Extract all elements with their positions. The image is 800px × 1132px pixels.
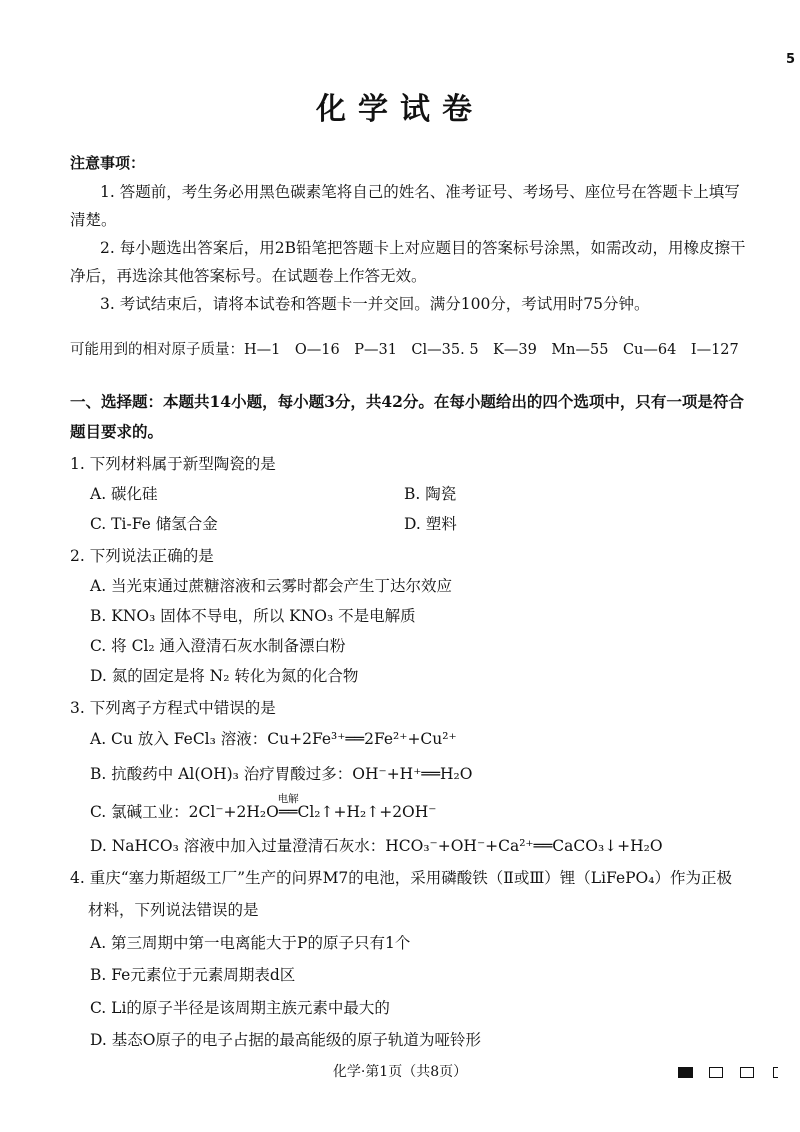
q3-stem: 3. 下列离子方程式中错误的是: [70, 699, 276, 717]
q4-stem-line-1: 4. 重庆“塞力斯超级工厂”生产的问界M7的电池，采用磷酸铁（Ⅱ或Ⅲ）锂（LiFePO₄）作为正极: [70, 869, 732, 887]
alignment-mark-empty: [709, 1067, 723, 1078]
q1-option-a: A. 碳化硅: [90, 485, 158, 503]
q3-option-c-products: Cl₂↑+H₂↑+2OH⁻: [297, 803, 437, 821]
q2-option-b: B. KNO₃ 固体不导电，所以 KNO₃ 不是电解质: [90, 607, 416, 625]
q3-option-a: A. Cu 放入 FeCl₃ 溶液：Cu+2Fe³⁺══2Fe²⁺+Cu²⁺: [90, 730, 457, 748]
notice-item-2-line-1: 2. 每小题选出答案后，用2B铅笔把答题卡上对应题目的答案标号涂黑，如需改动，用橡皮擦干: [100, 239, 746, 257]
electrolysis-condition: 电解: [277, 793, 299, 805]
q4-option-b: B. Fe元素位于元素周期表d区: [90, 966, 296, 984]
alignment-mark-partial: [773, 1067, 778, 1078]
q4-option-d: D. 基态O原子的电子占据的最高能级的原子轨道为哑铃形: [90, 1031, 481, 1049]
page-number: 5: [786, 52, 796, 67]
q3-option-d: D. NaHCO₃ 溶液中加入过量澄清石灰水：HCO₃⁻+OH⁻+Ca²⁺══CaCO₃↓+H₂O: [90, 837, 663, 855]
atomic-masses: 可能用到的相对原子质量：H—1 O—16 P—31 Cl—35. 5 K—39 Mn—55 Cu—64 I—127: [70, 342, 739, 358]
electrolysis-arrow: [277, 793, 299, 821]
q2-option-d: D. 氮的固定是将 N₂ 转化为氮的化合物: [90, 667, 359, 685]
notice-item-3: 3. 考试结束后，请将本试卷和答题卡一并交回。满分100分，考试用时75分钟。: [100, 295, 650, 313]
page-footer: 化学·第1页（共8页）: [332, 1064, 468, 1080]
q3-option-b: B. 抗酸药中 Al(OH)₃ 治疗胃酸过多：OH⁻+H⁺══H₂O: [90, 765, 473, 783]
section-heading-line-2: 题目要求的。: [70, 422, 164, 441]
notice-item-1-line-1: 1. 答题前，考生务必用黑色碳素笔将自己的姓名、准考证号、考场号、座位号在答题卡上填写: [100, 183, 740, 201]
alignment-mark-empty: [740, 1067, 754, 1078]
q4-option-c: C. Li的原子半径是该周期主族元素中最大的: [90, 999, 390, 1017]
notice-item-1-line-2: 清楚。: [70, 211, 117, 229]
notice-heading: 注意事项：: [70, 154, 146, 172]
q1-option-d: D. 塑料: [404, 515, 457, 533]
q2-option-c: C. 将 Cl₂ 通入澄清石灰水制备漂白粉: [90, 637, 346, 655]
q4-stem-line-2: 材料，下列说法错误的是: [88, 901, 259, 919]
q1-stem: 1. 下列材料属于新型陶瓷的是: [70, 455, 276, 473]
electrolysis-equals: ══: [278, 803, 298, 821]
notice-item-2-line-2: 净后，再选涂其他答案标号。在试题卷上作答无效。: [70, 267, 427, 285]
alignment-mark-filled: [678, 1067, 693, 1078]
q3-option-c: [90, 793, 437, 822]
q2-stem: 2. 下列说法正确的是: [70, 547, 214, 565]
q3-option-c-reactants: C. 氯碱工业：2Cl⁻+2H₂O: [90, 803, 279, 821]
q4-option-a: A. 第三周期中第一电离能大于P的原子只有1个: [90, 934, 411, 952]
q2-option-a: A. 当光束通过蔗糖溶液和云雾时都会产生丁达尔效应: [90, 577, 453, 595]
q1-option-c: C. Ti-Fe 储氢合金: [90, 515, 218, 533]
section-heading-line-1: 一、选择题：本题共14小题，每小题3分，共42分。在每小题给出的四个选项中，只有一项是符合: [70, 392, 744, 411]
q1-option-b: B. 陶瓷: [404, 485, 457, 503]
exam-title: 化学试卷: [316, 92, 484, 127]
